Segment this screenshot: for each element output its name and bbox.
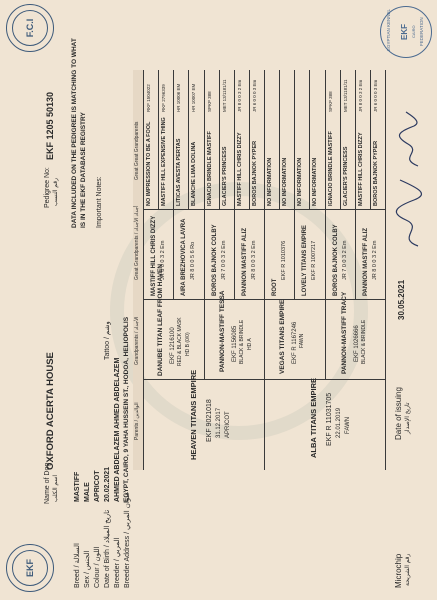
gggp-reg: RKF 1504022: [146, 84, 151, 112]
microchip-arabic: رقم الشريحة: [405, 553, 411, 586]
ggp-name: PANNON MASTIFF ALIZ: [362, 228, 369, 296]
ggp-name: MASTIFF HILL CHRIS DIZZY: [151, 215, 157, 296]
issuing-arabic: تاريخ الإصدار: [405, 402, 411, 434]
address-label: Breeder Address / عنوان المربي: [124, 491, 131, 588]
gggp-reg: JR 8 0 0 3 2 Em: [357, 79, 363, 112]
gggp-divider: [279, 70, 280, 210]
dam-name: ALBA TITANS EMPIRE: [309, 378, 318, 458]
gggp-name: NO INFORMATION: [297, 157, 304, 206]
gggp-reg: RKF 2796339: [161, 84, 167, 112]
ggp-name: BOROS BAJNOK COLBY: [332, 224, 339, 296]
gggp-name: NO IMPRESSION TO BE A FOOL: [146, 121, 152, 206]
gggp-reg: HR 10007 EM: [191, 83, 197, 112]
colour-label: Colour / اللون: [94, 546, 101, 588]
gp-3-name: VEGAS TITANS EMPIRE: [279, 299, 286, 374]
ggp-name: LOVELY TITANS EMPIRE: [302, 225, 309, 296]
col-header-great-great: Great Great Grandparents: [134, 121, 140, 180]
gggp-name: MASTIFF HILL EXPENSIVE THING: [161, 117, 168, 206]
gggp-divider: [355, 70, 356, 210]
table-bottom-line: [385, 70, 386, 470]
gp-1-name: DANUBE TITAN LEAF FROM HAVEN: [157, 263, 164, 376]
gp-2-hd: HD A: [247, 338, 253, 350]
signature-2: [392, 110, 428, 170]
stamp-top-text: EGYPTIAN KENNEL: [386, 8, 391, 51]
ggp-reg: JR 8 0 0 5 6 Ro: [190, 241, 197, 280]
dam-reg: EKF R 11031705: [326, 392, 333, 446]
gp-4-colour: BLACK & BRINDLE: [361, 319, 367, 364]
gggp-divider: [158, 70, 159, 210]
col-divider-2: [143, 299, 385, 300]
ggp-reg: JR 8 0 0 3 2 Em: [371, 240, 378, 280]
gp-4-reg: EKF 1026666: [354, 325, 360, 362]
dog-name: OXFORD ACERTA HOUSE: [45, 352, 56, 470]
ggp-name: AIRA BREZHOVICA LAVRA: [181, 218, 188, 296]
fci-logo-text: F.C.I: [25, 18, 35, 38]
table-mid-line: [264, 70, 265, 470]
gggp-name: LITICAS AVESTA PERTAS: [176, 138, 183, 206]
stamp-core-text: EKF: [400, 24, 409, 40]
sire-name: HEAVEN TITANS EMPIRE: [189, 369, 198, 460]
gggp-name: BOROS BAJNOK PYPER: [251, 140, 258, 206]
name-of-dog-label: Name of Dog: [44, 462, 51, 504]
ggp-reg: JR 8 0 0 3 2 Em: [250, 240, 257, 280]
gp-3-colour: FAWN: [299, 333, 305, 348]
gggp-reg: MET 13/1181/11: [221, 79, 227, 112]
gp-1-hd: HD B (0/0): [185, 332, 191, 356]
sire-dob: 31.12.2017: [216, 407, 222, 438]
colour-value: APRICOT: [94, 470, 101, 502]
sire-colour: APRICOT: [225, 411, 231, 438]
important-notes-label: Important Notes:: [96, 176, 103, 228]
gggp-name: GLACIER'S PRINCESS: [221, 146, 228, 206]
dob-value: 20.02.2021: [104, 466, 111, 502]
microchip-label: Microchip: [394, 553, 403, 588]
gggp-divider: [188, 70, 189, 210]
breed-label: Breed / السلالة: [74, 543, 81, 588]
ggp-reg: EKF R 1007217: [311, 240, 318, 280]
col-divider-3: [143, 209, 385, 210]
notice-line-2: IS IN THE EKF DATABASE REGISTRY: [80, 112, 87, 228]
col-header-grandparents: Grandparents / الأجداد: [134, 316, 140, 365]
ggp-reg: JR 8 0 0 3 2 Em: [160, 240, 166, 280]
gggp-divider: [234, 70, 235, 210]
dam-dob: 22.01.2019: [336, 407, 342, 438]
table-top-line: [143, 70, 144, 470]
ggp-reg: JR 7 0 0 3 2 Em: [220, 240, 227, 280]
gp-2-reg: EKF 1156085: [232, 325, 238, 362]
gggp-name: BLANCHE LIMA DOLINA: [191, 141, 198, 206]
gggp-name: NO INFORMATION: [267, 157, 273, 206]
sex-label: Sex / الجنس: [84, 550, 91, 588]
gggp-reg: JR 6 0 0 0 3 Em: [251, 79, 257, 112]
issuing-date: 30.05.2021: [397, 279, 406, 320]
dam-colour: FAWN: [345, 416, 351, 434]
issuing-label: Date of issuing: [394, 387, 403, 440]
ekf-stamp: [380, 6, 432, 58]
pedigree-arabic: رقم النسب: [53, 178, 59, 206]
breeder-label: Breeder / المربي: [114, 537, 121, 588]
gggp-reg: SPKP 388: [327, 91, 333, 112]
gggp-name: NO INFORMATION: [312, 157, 319, 206]
gggp-name: MASTIFF HILL CHRIS DIZZY: [357, 132, 364, 206]
gp-1-colour: RED & BLACK MASK: [177, 317, 183, 366]
stamp-bottom-text: FEDERATION: [419, 17, 424, 46]
stamp-city-text: CAIRO: [411, 25, 416, 38]
address-value: EGYPT, CAIRO, 9 YAHA HUSSEIN ST., HODOA, HELIOPOLIS: [123, 316, 130, 502]
breed-value: MASTIFF: [74, 471, 81, 502]
gggp-divider: [370, 70, 371, 210]
gggp-divider: [309, 70, 310, 210]
gggp-name: MASTIFF HILL CHRIS DIZZY: [236, 132, 243, 206]
gggp-reg: MET 13/1181/11: [342, 79, 348, 112]
gggp-divider: [249, 70, 250, 210]
dob-label: Date of Birth / تاريخ الميلاد: [104, 509, 111, 588]
name-of-dog-arabic: اسم الكلب: [53, 474, 59, 502]
gggp-name: NO INFORMATION: [282, 157, 289, 206]
gggp-name: BOROS BAJNOK PYPER: [372, 140, 379, 206]
gp-3-reg: EKF R 1167246: [292, 321, 298, 364]
tattoo-label: Tattoo / وشم: [104, 321, 111, 360]
ggp-name: ROOT: [272, 278, 278, 296]
col-header-great-grandparents: Great Grandparents / أجداد الأجداد: [134, 205, 140, 280]
sex-value: MALE: [84, 482, 91, 502]
gggp-name: IGNACIO BRINDLE MASTIFF: [327, 131, 334, 206]
ggp-reg: JR 7 0 0 3 2 Em: [341, 240, 348, 280]
gggp-reg: SPKP 388: [206, 91, 212, 112]
ggp-reg: EKF R 1010376: [281, 240, 287, 280]
pedigree-label: Pedigree No:: [44, 167, 51, 208]
col-header-parents: Parents / الوالدين: [134, 402, 140, 440]
gggp-reg: JR 8 0 0 3 2 Em: [236, 79, 242, 112]
gp-4-name: PANNON-MASTIFF TRACY: [341, 291, 348, 374]
gggp-divider: [219, 70, 220, 210]
gggp-divider: [294, 70, 295, 210]
gggp-divider: [173, 70, 174, 210]
pedigree-number: EKF 1205 50130: [45, 91, 55, 160]
gggp-name: GLACIER'S PRINCESS: [342, 146, 349, 206]
gggp-divider: [204, 70, 205, 210]
notice-line-1: DATA INCLUDED ON THE PEDIGREE IS MATCHING TO WHAT: [71, 38, 78, 228]
gggp-divider: [325, 70, 326, 210]
col-divider-1: [143, 379, 385, 380]
gp-2-colour: BLACK & BRINDLE: [239, 319, 245, 364]
gp-2-name: PANNON-MASTIFF TESSA: [219, 290, 226, 372]
sire-reg: EKF 9021018: [206, 399, 213, 442]
ggp-name: PANNON MASTIFF ALIZ: [241, 228, 248, 296]
gp-1-reg: EKF 1216100: [170, 327, 176, 364]
gggp-reg: JR 6 0 0 0 3 Em: [372, 79, 378, 112]
gggp-name: IGNACIO BRINDLE MASTIFF: [206, 131, 213, 206]
gggp-divider: [340, 70, 341, 210]
gggp-reg: HR 10006 EM: [176, 83, 182, 112]
ggp-name: BOROS BAJNOK COLBY: [211, 224, 218, 296]
breeder-value: AHMED ABDELAZEM AHMED ABDELAZEM: [114, 357, 121, 502]
ekf-logo-text: EKF: [25, 559, 35, 577]
signature-1: [388, 178, 428, 248]
